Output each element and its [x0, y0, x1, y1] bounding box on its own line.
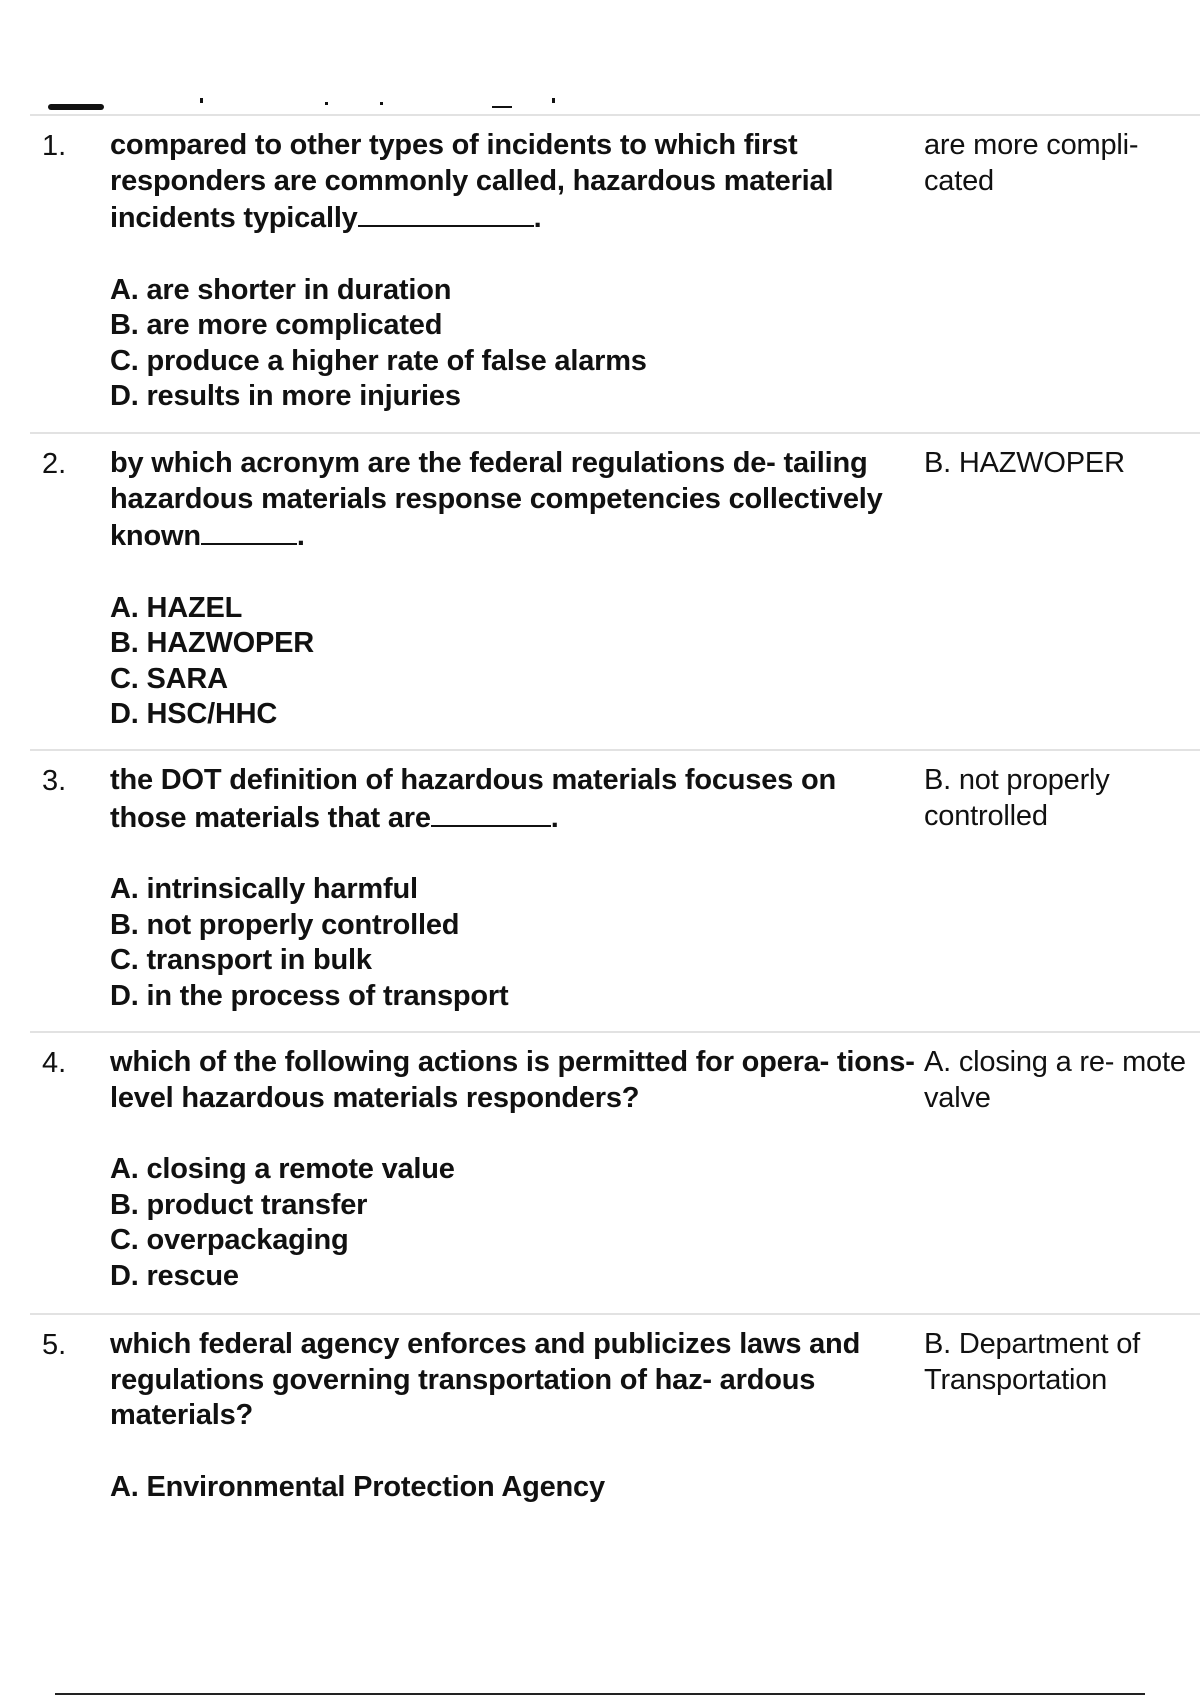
footer-divider: [55, 1693, 1145, 1695]
option-a: A. HAZEL: [110, 591, 243, 624]
answer-text: B. not properly controlled: [924, 764, 1110, 832]
options-list: [110, 1152, 920, 1294]
option-a: A. are shorter in duration: [110, 273, 452, 306]
question-text: [110, 763, 920, 836]
question-3: [30, 749, 1200, 1027]
question-number: 2.: [42, 448, 67, 480]
option-b: B. HAZWOPER: [110, 627, 315, 659]
question-1: [30, 114, 1200, 428]
answer-blank: [201, 517, 297, 545]
question-number: 4.: [42, 1047, 67, 1079]
option-a: A. Environmental Protection Agency: [110, 1470, 605, 1503]
option-a: A. intrinsically harmful: [110, 873, 418, 905]
option-c: C. overpackaging: [110, 1224, 349, 1256]
question-text: which federal agency enforces and publicizes laws and regulations governing transportation of haz- ardous materials?: [110, 1328, 861, 1431]
option-b: B. product transfer: [110, 1188, 368, 1221]
question-body: [110, 1327, 920, 1505]
question-text-lead: by which acronym are the federal regulations de- tailing hazardous materials response competencies collectively known: [110, 447, 883, 552]
question-text: [110, 128, 920, 237]
question-number: 1.: [42, 130, 67, 162]
question-body: [110, 128, 920, 415]
answer-text: are more compli- cated: [924, 129, 1139, 197]
options-list: [110, 872, 920, 1014]
option-c: C. SARA: [110, 662, 228, 695]
option-b: B. are more complicated: [110, 309, 443, 341]
question-4: [30, 1031, 1200, 1309]
answer-blank: [358, 199, 534, 227]
option-b: B. not properly controlled: [110, 908, 460, 941]
question-text: [110, 446, 920, 555]
top-cropped-text-artifact: [30, 96, 1200, 116]
question-body: [110, 763, 920, 1014]
option-d: D. rescue: [110, 1259, 239, 1292]
options-list: [110, 1470, 920, 1506]
answer-text: B. HAZWOPER: [924, 447, 1125, 479]
question-2: [30, 432, 1200, 746]
answer-text: B. Department of Transportation: [924, 1328, 1141, 1396]
question-body: [110, 1045, 920, 1294]
question-number: 5.: [42, 1329, 67, 1361]
option-d: D. HSC/HHC: [110, 698, 278, 730]
question-text-end: .: [296, 520, 305, 552]
question-text-lead: the DOT definition of hazardous materials focuses on those materials that are: [110, 764, 836, 834]
options-list: [110, 591, 920, 733]
question-text-end: .: [550, 801, 559, 834]
option-d: D. in the process of transport: [110, 979, 509, 1012]
option-c: C. transport in bulk: [110, 944, 372, 976]
question-text-lead: compared to other types of incidents to which first responders are commonly called, hazardous material incidents typically: [110, 129, 834, 234]
question-number: 3.: [42, 765, 67, 797]
option-d: D. results in more injuries: [110, 380, 461, 412]
answer-text: A. closing a re- mote valve: [924, 1046, 1186, 1114]
option-c: C. produce a higher rate of false alarms: [110, 344, 647, 377]
question-5: [30, 1313, 1200, 1515]
options-list: [110, 273, 920, 415]
question-text: which of the following actions is permitted for opera- tions-level hazardous materials responders?: [110, 1046, 915, 1114]
question-body: [110, 446, 920, 733]
option-a: A. closing a remote value: [110, 1153, 455, 1185]
question-text-end: .: [533, 202, 542, 234]
answer-blank: [431, 799, 551, 827]
